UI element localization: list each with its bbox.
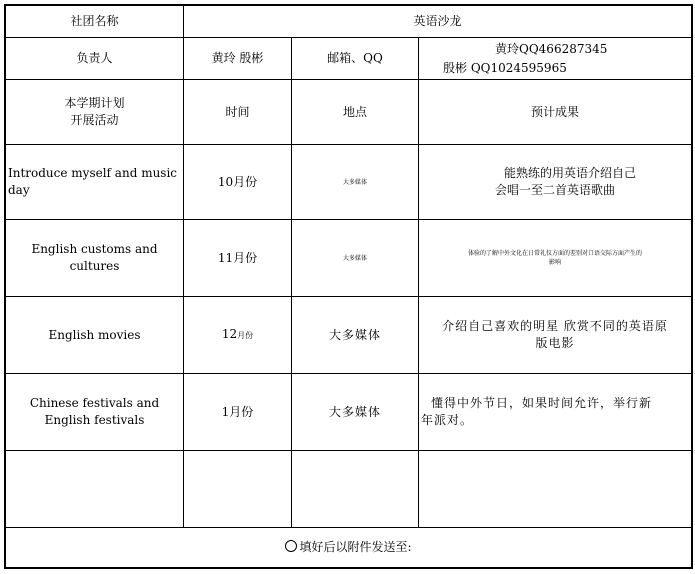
outcome-line-2: 会唱一至二首英语歌曲: [494, 183, 615, 197]
header-row: [6, 80, 692, 145]
activity-time-number: 12: [221, 327, 238, 341]
outcome-line-2: 年派对。: [421, 413, 474, 427]
outcome-line-1: 介绍自己喜欢的明星 欣赏不同的英语原: [442, 319, 668, 333]
activity-row: [6, 145, 692, 220]
activity-name: Introduce myself and music day: [6, 145, 184, 220]
club-plan-form: [5, 5, 692, 568]
outcome-line-2: 影响: [548, 259, 561, 266]
place-label: 地点: [292, 80, 419, 145]
footer-row: [6, 528, 692, 568]
activity-place: 大多媒体: [292, 145, 419, 220]
time-label: 时间: [184, 80, 292, 145]
empty-cell: [419, 451, 692, 528]
activity-outcome: [419, 145, 692, 220]
empty-cell: [292, 451, 419, 528]
outcome-line-1: 懂得中外节日，如果时间允许，举行新: [431, 396, 653, 410]
activity-time: 10月份: [184, 145, 292, 220]
contact-info: [419, 38, 692, 80]
plan-label-line-1: 本学期计划: [64, 96, 125, 110]
footer-cell: [6, 528, 692, 568]
activity-name: Chinese festivals and English festivals: [6, 374, 184, 451]
leader-row: [6, 38, 692, 80]
activity-place: 大多媒体: [292, 220, 419, 297]
activity-outcome: [419, 374, 692, 451]
activity-place: 大多媒体: [292, 374, 419, 451]
contact-line-2: 殷彬 QQ1024595965: [443, 60, 567, 75]
club-name-row: [6, 6, 692, 38]
contact-line-1: 黄玲QQ466287345: [495, 41, 608, 56]
activity-name: English movies: [6, 297, 184, 374]
activity-row: [6, 220, 692, 297]
footer-text: 填好后以附件发送至:: [299, 540, 412, 554]
empty-cell: [184, 451, 292, 528]
circle-icon: [285, 540, 297, 552]
outcome-line-1: 体验的了解中外文化在日常礼仪方面的差别对口语交际方面产生的: [467, 250, 642, 257]
activity-time: [184, 297, 292, 374]
activity-outcome: [419, 220, 692, 297]
activity-outcome: [419, 297, 692, 374]
leader-names: 黄玲 殷彬: [184, 38, 292, 80]
empty-row: [6, 451, 692, 528]
activity-time: 1月份: [184, 374, 292, 451]
activity-name: English customs and cultures: [6, 220, 184, 297]
leader-label: 负责人: [6, 38, 184, 80]
outcome-line-1: 能熟练的用英语介绍自己: [503, 166, 636, 180]
plan-label: [6, 80, 184, 145]
plan-label-line-2: 开展活动: [70, 113, 119, 127]
activity-place: 大多媒体: [292, 297, 419, 374]
outcome-line-2: 版电影: [535, 336, 575, 350]
activity-row: [6, 374, 692, 451]
contact-label: 邮箱、QQ: [292, 38, 419, 80]
activity-time-unit: 月份: [237, 331, 254, 340]
outcome-label: 预计成果: [419, 80, 692, 145]
empty-cell: [6, 451, 184, 528]
club-name-label: 社团名称: [6, 6, 184, 38]
club-name-value: 英语沙龙: [184, 6, 692, 38]
activity-row: [6, 297, 692, 374]
activity-time: 11月份: [184, 220, 292, 297]
